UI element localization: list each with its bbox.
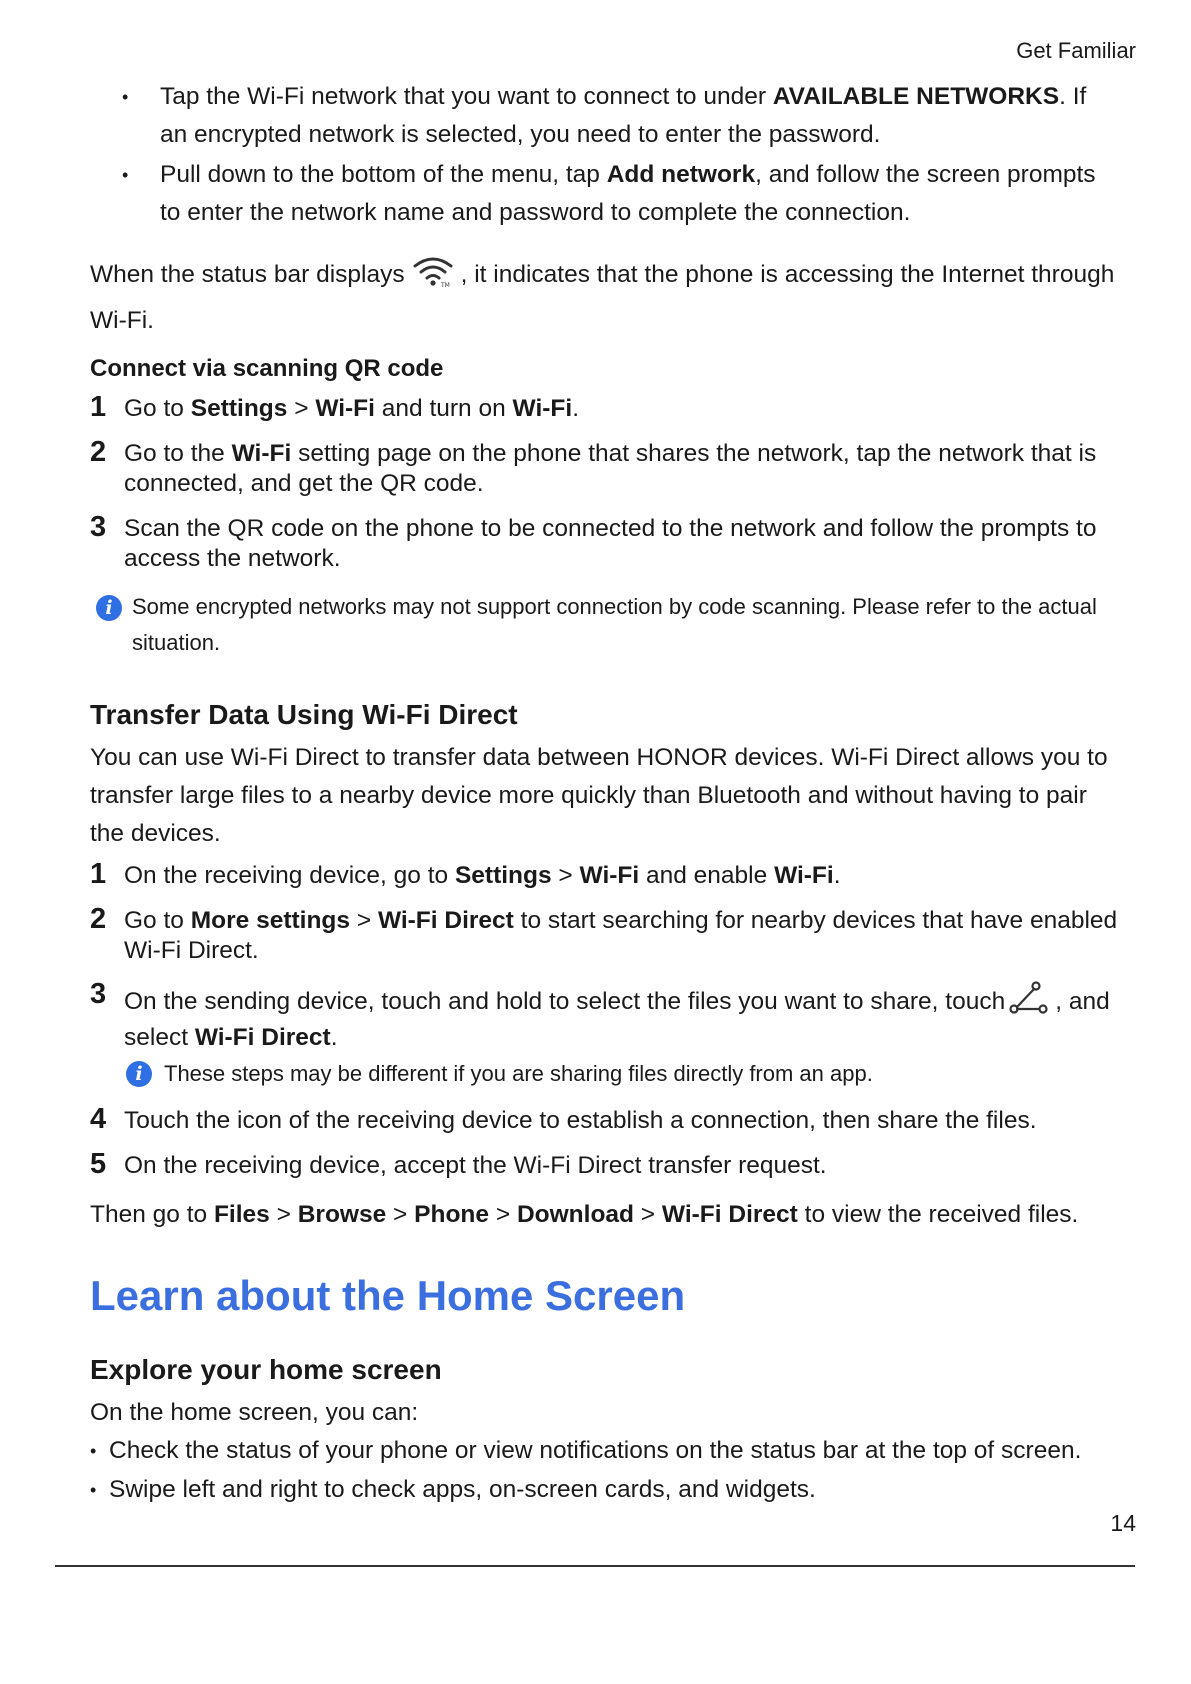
svg-text:TM: TM (440, 282, 450, 289)
step: 1 Go to Settings > Wi-Fi and turn on Wi-Fi. (90, 391, 580, 423)
step: 1 On the receiving device, go to Settings > Wi-Fi and enable Wi-Fi. (90, 858, 841, 890)
list-item: • Tap the Wi-Fi network that you want to connect to under AVAILABLE NETWORKS. If an encrypted network is selected, you need to enter the password. (90, 78, 1120, 154)
running-header: Get Familiar (1016, 38, 1136, 63)
qr-heading: Connect via scanning QR code (90, 355, 444, 382)
footer-rule (55, 1565, 1135, 1567)
share-icon (1009, 981, 1049, 1023)
bullet-dot: • (122, 165, 129, 185)
step: 4 Touch the icon of the receiving device to establish a connection, then share the files. (90, 1103, 1037, 1135)
qr-note: i Some encrypted networks may not support connection by code scanning. Please refer to the actual situation. (90, 589, 1120, 661)
wifi-direct-steps (90, 858, 1120, 1181)
wifi-direct-intro: You can use Wi-Fi Direct to transfer data between HONOR devices. Wi-Fi Direct allows you to transfer large files to a nearby device more quickly than Bluetooth and without having to pair the devices. (90, 744, 1108, 847)
bullet-dot: • (122, 87, 129, 107)
info-icon: i (96, 595, 122, 621)
home-screen-title: Learn about the Home Screen (90, 1272, 686, 1319)
step: 3 Scan the QR code on the phone to be connected to the network and follow the prompts to access the network. (90, 511, 1097, 572)
step-note: i These steps may be different if you are sharing files directly from an app. (122, 1057, 1120, 1091)
connection-bullets (90, 78, 1120, 232)
wifi-icon (411, 254, 455, 302)
step: 2 Go to the Wi-Fi setting page on the phone that shares the network, tap the network that is connected, and get the QR code. (90, 436, 1097, 497)
qr-steps (90, 391, 1120, 574)
home-subheading: Explore your home screen (90, 1354, 442, 1385)
wifi-direct-heading: Transfer Data Using Wi-Fi Direct (90, 699, 518, 730)
status-bar-paragraph: When the status bar displays TM , it indicates that the phone is accessing the Internet through Wi-Fi. (90, 254, 1120, 340)
content (90, 78, 1120, 1510)
step: 3 On the sending device, touch and hold to select the files you want to share, touch , and select Wi-Fi Direct. i These steps may be different if you are sharing files directly from an app. (90, 981, 1120, 1091)
page-number: 14 (1110, 1510, 1136, 1536)
bullet-dot: • (90, 1441, 97, 1461)
home-intro: On the home screen, you can: (90, 1399, 419, 1426)
wifi-direct-closing: Then go to Files > Browse > Phone > Download > Wi-Fi Direct to view the received files. (90, 1201, 1079, 1228)
step: 2 Go to More settings > Wi-Fi Direct to start searching for nearby devices that have enabled Wi-Fi Direct. (90, 903, 1118, 964)
home-bullets (90, 1432, 1120, 1509)
list-item: • Check the status of your phone or view notifications on the status bar at the top of screen. (90, 1432, 1120, 1470)
info-icon: i (126, 1061, 152, 1087)
list-item: • Swipe left and right to check apps, on-screen cards, and widgets. (90, 1471, 1120, 1509)
step: 5 On the receiving device, accept the Wi-Fi Direct transfer request. (90, 1148, 827, 1180)
list-item: • Pull down to the bottom of the menu, tap Add network, and follow the screen prompts to enter the network name and password to complete the connection. (90, 156, 1120, 232)
bullet-dot: • (90, 1480, 97, 1500)
page (90, 0, 1120, 1684)
